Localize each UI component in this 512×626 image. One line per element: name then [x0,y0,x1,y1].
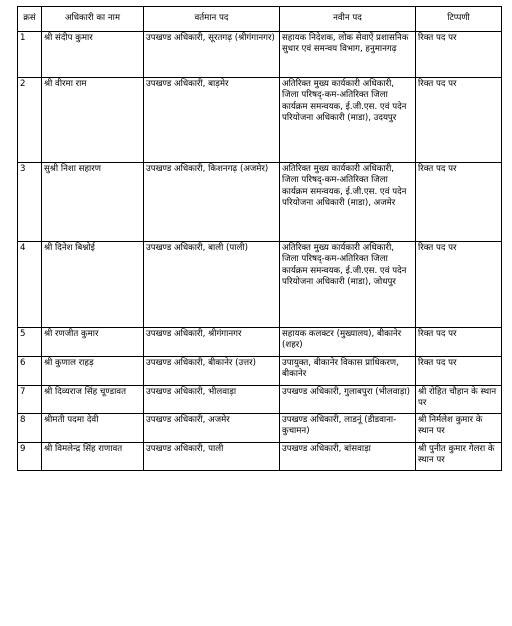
cell-officer-name: श्री कुणाल राहड़ [42,357,144,386]
header-remarks: टिप्पणी [416,7,502,32]
header-serial: क्रसं [18,7,42,32]
table-row [18,32,502,78]
cell-officer-name: श्री दिव्यराज सिंह चूण्डावत [42,386,144,414]
cell-remarks: श्री निर्मलेश कुमार के स्थान पर [416,414,502,443]
cell-officer-name: श्री रणजीत कुमार [42,328,144,357]
cell-remarks: रिक्त पद पर [416,357,502,386]
cell-new-post: उपखण्ड अधिकारी, बांसवाड़ा [280,443,416,471]
cell-remarks: श्री रोहित चौहान के स्थान पर [416,386,502,414]
cell-current-post: उपखण्ड अधिकारी, भीलवाड़ा [144,386,280,414]
cell-serial: 7 [18,386,42,414]
header-row [18,7,502,32]
header-current-post: वर्तमान पद [144,7,280,32]
table-row [18,163,502,242]
cell-officer-name: श्री संदीप कुमार [42,32,144,78]
table-row [18,78,502,163]
cell-officer-name: श्री विमलेन्द्र सिंह राणावत [42,443,144,471]
table-row [18,242,502,328]
table-row [18,414,502,443]
cell-officer-name: श्रीमती पदमा देवी [42,414,144,443]
cell-officer-name: सुश्री निशा सहारण [42,163,144,242]
header-new-post: नवीन पद [280,7,416,32]
transfer-table [17,6,502,471]
cell-remarks: रिक्त पद पर [416,242,502,328]
cell-serial: 9 [18,443,42,471]
cell-serial: 8 [18,414,42,443]
cell-remarks: रिक्त पद पर [416,163,502,242]
cell-new-post: अतिरिक्त मुख्य कार्यकारी अधिकारी, जिला परिषद्-कम-अतिरिक्त जिला कार्यक्रम समन्वयक, ई.जी.एस. एवं पदेन परियोजना अधिकारी (माडा), अजमेर [280,163,416,242]
cell-remarks: रिक्त पद पर [416,328,502,357]
cell-new-post: सहायक निदेशक, लोक सेवाऐं प्रशासनिक सुधार एवं समन्वय विभाग, हनुमानगढ़ [280,32,416,78]
cell-new-post: अतिरिक्त मुख्य कार्यकारी अधिकारी, जिला परिषद्-कम-अतिरिक्त जिला कार्यक्रम समन्वयक, ई.जी.एस. एवं पदेन परियोजना अधिकारी (माडा), जोधपुर [280,242,416,328]
cell-serial: 6 [18,357,42,386]
cell-current-post: उपखण्ड अधिकारी, बाली (पाली) [144,242,280,328]
table-row [18,386,502,414]
table-row [18,357,502,386]
cell-current-post: उपखण्ड अधिकारी, बाड़मेर [144,78,280,163]
cell-officer-name: श्री दिनेश बिश्नोई [42,242,144,328]
cell-new-post: उपखण्ड अधिकारी, लाडनूं (डीडवाना-कुचामन) [280,414,416,443]
cell-serial: 3 [18,163,42,242]
cell-remarks: रिक्त पद पर [416,32,502,78]
cell-current-post: उपखण्ड अधिकारी, पाली [144,443,280,471]
cell-serial: 4 [18,242,42,328]
cell-serial: 2 [18,78,42,163]
cell-serial: 1 [18,32,42,78]
table-row [18,328,502,357]
cell-serial: 5 [18,328,42,357]
table-row [18,443,502,471]
header-officer-name: अधिकारी का नाम [42,7,144,32]
cell-remarks: रिक्त पद पर [416,78,502,163]
cell-current-post: उपखण्ड अधिकारी, सूरतगढ़ (श्रीगंगानगर) [144,32,280,78]
cell-officer-name: श्री वीरमा राम [42,78,144,163]
cell-new-post: उपायुक्त, बीकानेर विकास प्राधिकरण, बीकानेर [280,357,416,386]
cell-new-post: उपखण्ड अधिकारी, गुलाबपुरा (भीलवाड़ा) [280,386,416,414]
cell-current-post: उपखण्ड अधिकारी, बीकानेर (उत्तर) [144,357,280,386]
cell-current-post: उपखण्ड अधिकारी, श्रीगंगानगर [144,328,280,357]
cell-new-post: सहायक कलक्टर (मुख्यालय), बीकानेर (शहर) [280,328,416,357]
cell-remarks: श्री पुनीत कुमार गेलरा के स्थान पर [416,443,502,471]
cell-new-post: अतिरिक्त मुख्य कार्यकारी अधिकारी, जिला परिषद्-कम-अतिरिक्त जिला कार्यक्रम समन्वयक, ई.जी.एस. एवं पदेन परियोजना अधिकारी (माडा), उदयपुर [280,78,416,163]
cell-current-post: उपखण्ड अधिकारी, किशनगढ़ (अजमेर) [144,163,280,242]
cell-current-post: उपखण्ड अधिकारी, अजमेर [144,414,280,443]
